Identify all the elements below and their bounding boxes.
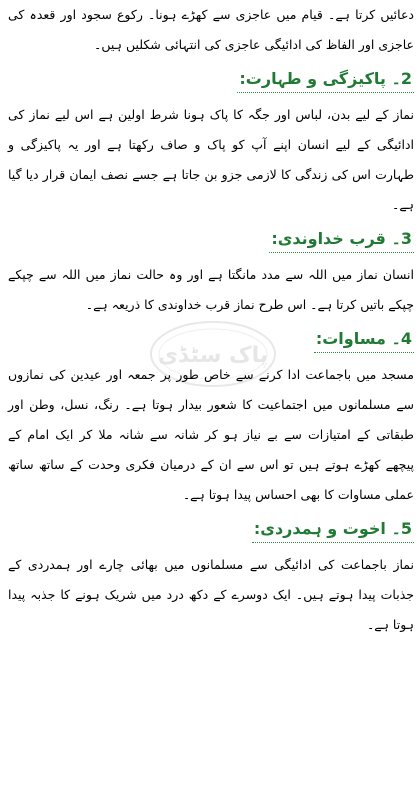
section-paragraph-purity: نماز کے لیے بدن، لباس اور جگہ کا پاک ہونا شرط اولین ہے اس لیے نماز کی ادائیگی کے لیے انسان اپنے آپ کو پاک و صاف رکھتا ہے اور یہ پاکیزگی و طہارت اس کی زندگی کا لازمی جزو بن جاتا ہے جسے نصف ایمان قرار دیا گیا ہے۔ — [8, 107, 414, 212]
section-paragraph-equality: مسجد میں باجماعت ادا کرنے سے خاص طور پر جمعہ اور عیدین کی نمازوں سے مسلمانوں میں اجتماعیت کا شعور بیدار ہوتا ہے۔ رنگ، نسل، وطن اور طبقاتی کے امتیازات سے بے نیاز ہو کر شانہ سے شانہ ملا کر ایک امام کے پیچھے کھڑے ہوتے ہیں تو اس سے ان کے درمیان فکری وحدت کے ساتھ ساتھ عملی مساوات کا بھی احساس پیدا ہوتا ہے۔ — [8, 367, 414, 502]
section-heading-row — [8, 320, 414, 360]
section-paragraph-nearness: انسان نماز میں اللہ سے مدد مانگتا ہے اور وہ حالت نماز میں اللہ سے چپکے چپکے باتیں کرتا ہے۔ اس طرح نماز قرب خداوندی کا ذریعہ ہے۔ — [8, 267, 414, 312]
section-heading-purity: 2۔ پاکیزگی و طہارت: — [237, 67, 414, 93]
watermark-text: پاک سٹڈی — [157, 343, 269, 368]
section-paragraph-brotherhood: نماز باجماعت کی ادائیگی سے مسلمانوں میں بھائی چارے اور ہمدردی کے جذبات پیدا ہوتے ہیں۔ ایک دوسرے کے دکھ درد میں شریک ہونے کا جذبہ پیدا ہوتا ہے۔ — [8, 557, 414, 632]
section-heading-row — [8, 60, 414, 100]
section-heading-row — [8, 510, 414, 550]
section-heading-row — [8, 220, 414, 260]
section-heading-nearness: 3۔ قرب خداوندی: — [269, 227, 414, 253]
section-heading-equality: 4۔ مساوات: — [314, 327, 414, 353]
intro-paragraph: دعائیں کرتا ہے۔ قیام میں عاجزی سے کھڑے ہونا۔ رکوع سجود اور قعدہ کی عاجزی اور الفاظ کی ادائیگی عاجزی کی انتہائی شکلیں ہیں۔ — [8, 7, 414, 52]
section-heading-brotherhood: 5۔ اخوت و ہمدردی: — [252, 517, 414, 543]
